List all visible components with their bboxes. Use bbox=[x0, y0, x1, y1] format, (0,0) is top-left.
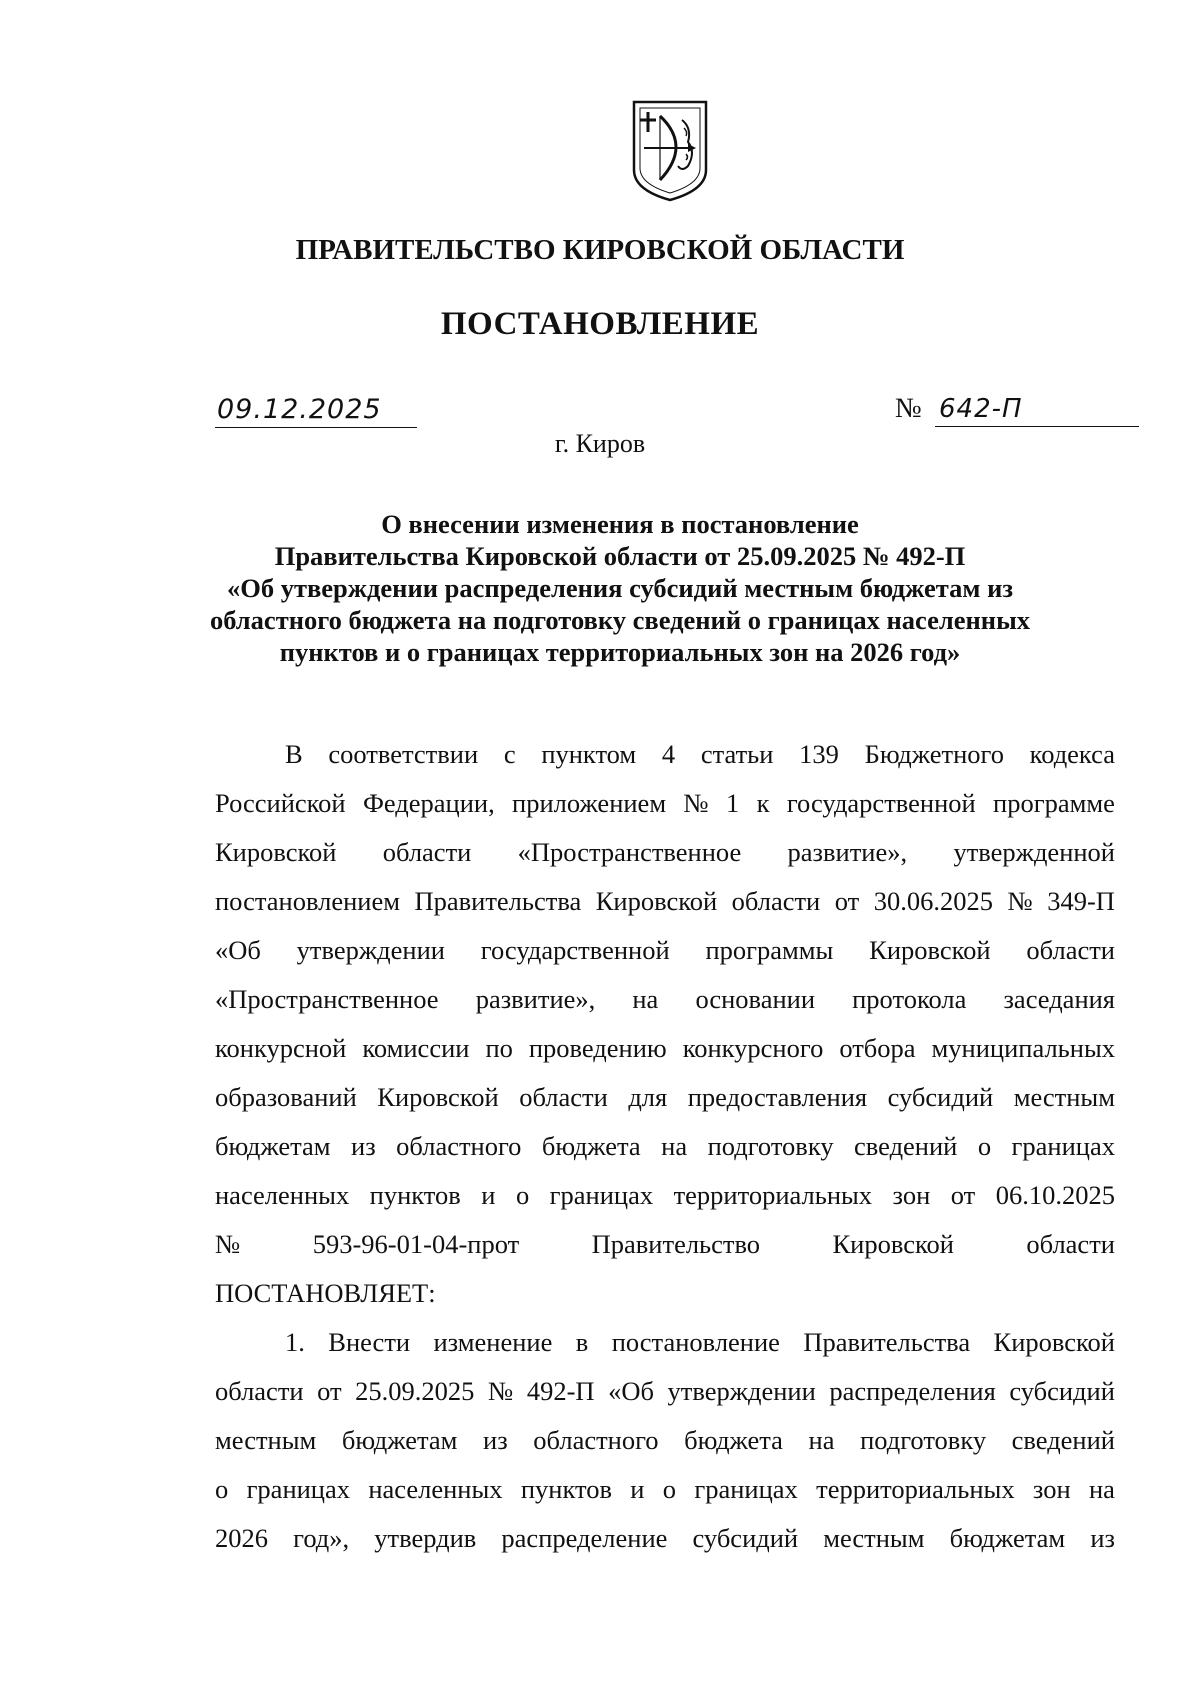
word: населенных bbox=[368, 1474, 503, 1504]
text-line bbox=[215, 1465, 1115, 1514]
word: № bbox=[487, 1376, 514, 1406]
word: Кировской bbox=[832, 1229, 954, 1259]
word: 4 bbox=[661, 739, 676, 769]
word: на bbox=[808, 1425, 835, 1455]
document-body bbox=[215, 730, 1115, 1563]
text-line bbox=[215, 1171, 1115, 1220]
word: заседания bbox=[1003, 984, 1115, 1014]
word: приложением bbox=[512, 788, 667, 818]
text-line bbox=[215, 1416, 1115, 1465]
word: Внести bbox=[328, 1327, 411, 1357]
word: на bbox=[632, 984, 659, 1014]
word: Бюджетного bbox=[864, 739, 1004, 769]
word: от bbox=[950, 1180, 976, 1210]
word: № bbox=[215, 1229, 241, 1259]
word: подготовку bbox=[860, 1425, 987, 1455]
word: конкурсной bbox=[215, 1033, 347, 1063]
word: 1. bbox=[285, 1327, 305, 1357]
word: границах bbox=[1011, 1131, 1115, 1161]
word: государственной bbox=[480, 935, 670, 965]
word: к bbox=[756, 788, 770, 818]
word: утвержденной bbox=[953, 837, 1115, 867]
subject-line: областного бюджета на подготовку сведений о границах населенных bbox=[209, 605, 1031, 635]
word: о bbox=[215, 1474, 229, 1504]
word: развитие», bbox=[787, 837, 908, 867]
word: распределение bbox=[501, 1523, 668, 1553]
word: протокола bbox=[852, 984, 967, 1014]
word: отбора bbox=[839, 1033, 916, 1063]
word: от bbox=[834, 886, 860, 916]
subject-line: О внесении изменения в постановление bbox=[381, 509, 859, 539]
word: 492-П bbox=[526, 1376, 595, 1406]
text-line bbox=[215, 1122, 1115, 1171]
word: 30.06.2025 bbox=[873, 886, 993, 916]
word: субсидий bbox=[887, 1082, 994, 1112]
word: о bbox=[662, 1474, 677, 1504]
word: Кировской bbox=[993, 1327, 1115, 1357]
word: бюджетам bbox=[949, 1523, 1066, 1553]
word: бюджетам bbox=[341, 1425, 458, 1455]
word: год», bbox=[293, 1523, 350, 1553]
word: области bbox=[1026, 1229, 1115, 1259]
word: местным bbox=[215, 1425, 317, 1455]
word: утверждении bbox=[667, 1376, 816, 1406]
word: основании bbox=[695, 984, 816, 1014]
word: в bbox=[575, 1327, 589, 1357]
word: государственной bbox=[786, 788, 976, 818]
word: по bbox=[485, 1033, 513, 1063]
word: и bbox=[481, 1180, 496, 1210]
text-line bbox=[215, 779, 1115, 828]
word: № bbox=[1007, 886, 1033, 916]
word: сведений bbox=[1011, 1425, 1115, 1455]
word: бюджетам bbox=[215, 1131, 331, 1161]
word: с bbox=[503, 739, 516, 769]
word: из bbox=[483, 1425, 508, 1455]
word: В bbox=[285, 739, 303, 769]
word: области bbox=[519, 1082, 608, 1112]
word: населенных bbox=[215, 1180, 350, 1210]
word: № bbox=[683, 788, 709, 818]
word: области bbox=[1026, 935, 1115, 965]
word: постановление bbox=[611, 1327, 780, 1357]
word: областного bbox=[533, 1425, 659, 1455]
word: 25.09.2025 bbox=[355, 1376, 475, 1406]
city-label: г. Киров bbox=[554, 429, 646, 458]
word: соответствии bbox=[328, 739, 479, 769]
word: 06.10.2025 bbox=[995, 1180, 1115, 1210]
text-line bbox=[215, 1269, 1115, 1318]
word: зон bbox=[892, 1180, 931, 1210]
document-number: 642-П bbox=[935, 392, 1139, 427]
word: территориальных bbox=[816, 1474, 1015, 1504]
text-line bbox=[215, 1024, 1115, 1073]
text-line bbox=[215, 1318, 1115, 1367]
word: предоставления bbox=[687, 1082, 868, 1112]
word: для bbox=[628, 1082, 668, 1112]
word: Кировской bbox=[377, 1082, 499, 1112]
text-line bbox=[215, 828, 1115, 877]
word: области bbox=[215, 1376, 304, 1406]
word: Правительство bbox=[591, 1229, 761, 1259]
text-line bbox=[215, 975, 1115, 1024]
word: субсидий bbox=[1009, 1376, 1115, 1406]
word: 349-П bbox=[1047, 886, 1115, 916]
word: программе bbox=[993, 788, 1115, 818]
word: 593-96-01-04-прот bbox=[312, 1229, 520, 1259]
word: изменение bbox=[433, 1327, 553, 1357]
word: субсидий bbox=[692, 1523, 799, 1553]
word: комиссии bbox=[362, 1033, 470, 1063]
word: конкурсного bbox=[682, 1033, 824, 1063]
word: о bbox=[515, 1180, 530, 1210]
word: о bbox=[977, 1131, 992, 1161]
word: на bbox=[1088, 1474, 1115, 1504]
word: муниципальных bbox=[931, 1033, 1115, 1063]
word: статьи bbox=[700, 739, 774, 769]
word: «Пространственное bbox=[215, 984, 439, 1014]
word: подготовку bbox=[707, 1131, 834, 1161]
organization-title: ПРАВИТЕЛЬСТВО КИРОВСКОЙ ОБЛАСТИ bbox=[295, 234, 905, 266]
word: образований bbox=[215, 1082, 357, 1112]
word: бюджета bbox=[541, 1131, 641, 1161]
word: «Пространственное bbox=[517, 837, 742, 867]
word: зон bbox=[1032, 1474, 1071, 1504]
word: утверждении bbox=[296, 935, 445, 965]
word: области bbox=[382, 837, 472, 867]
text-line bbox=[215, 926, 1115, 975]
word: из bbox=[1090, 1523, 1115, 1553]
word: 2026 bbox=[215, 1523, 268, 1553]
word: границах bbox=[694, 1474, 798, 1504]
word: ПОСТАНОВЛЯЕТ: bbox=[215, 1278, 436, 1308]
word: Правительства bbox=[414, 886, 582, 916]
word: пунктов bbox=[369, 1180, 461, 1210]
subject-line: пунктов и о границах территориальных зон на 2026 год» bbox=[279, 637, 961, 667]
word: на bbox=[661, 1131, 688, 1161]
word: Правительства bbox=[803, 1327, 971, 1357]
word: местным bbox=[1013, 1082, 1115, 1112]
word: границах bbox=[549, 1180, 654, 1210]
text-line bbox=[215, 1220, 1115, 1269]
word: «Об bbox=[608, 1376, 654, 1406]
document-type-title: ПОСТАНОВЛЕНИЕ bbox=[440, 306, 760, 342]
word: кодекса bbox=[1029, 739, 1115, 769]
word: Кировской bbox=[869, 935, 991, 965]
text-line bbox=[215, 1514, 1115, 1563]
word: Российской bbox=[215, 788, 346, 818]
text-line bbox=[215, 1073, 1115, 1122]
word: пунктом bbox=[541, 739, 637, 769]
word: территориальных bbox=[673, 1180, 873, 1210]
word: области bbox=[731, 886, 821, 916]
word: из bbox=[351, 1131, 376, 1161]
subject-line: Правительства Кировской области от 25.09.2025 № 492-П bbox=[274, 541, 966, 571]
word: утвердив bbox=[374, 1523, 477, 1553]
word: от bbox=[317, 1376, 342, 1406]
word: и bbox=[630, 1474, 645, 1504]
coat-of-arms-icon bbox=[630, 98, 710, 204]
word: границах bbox=[246, 1474, 351, 1504]
word: местным bbox=[823, 1523, 925, 1553]
word: программы bbox=[705, 935, 834, 965]
text-line bbox=[215, 730, 1115, 779]
word: сведений bbox=[854, 1131, 958, 1161]
document-subject bbox=[200, 508, 1040, 668]
word: бюджета bbox=[684, 1425, 783, 1455]
word: постановлением bbox=[215, 886, 400, 916]
word: проведению bbox=[528, 1033, 667, 1063]
subject-line: «Об утверждении распределения субсидий местным бюджетам из bbox=[226, 573, 1013, 603]
text-line bbox=[215, 877, 1115, 926]
word: «Об bbox=[215, 935, 261, 965]
word: областного bbox=[396, 1131, 522, 1161]
word: 1 bbox=[726, 788, 740, 818]
word: Кировской bbox=[595, 886, 718, 916]
word: Кировской bbox=[215, 837, 337, 867]
number-sign: № bbox=[895, 393, 922, 424]
word: Федерации, bbox=[362, 788, 495, 818]
word: распределения bbox=[829, 1376, 996, 1406]
document-date: 09.12.2025 bbox=[215, 393, 417, 428]
text-line bbox=[215, 1367, 1115, 1416]
word: 139 bbox=[799, 739, 839, 769]
word: развитие», bbox=[475, 984, 596, 1014]
word: пунктов bbox=[520, 1474, 612, 1504]
